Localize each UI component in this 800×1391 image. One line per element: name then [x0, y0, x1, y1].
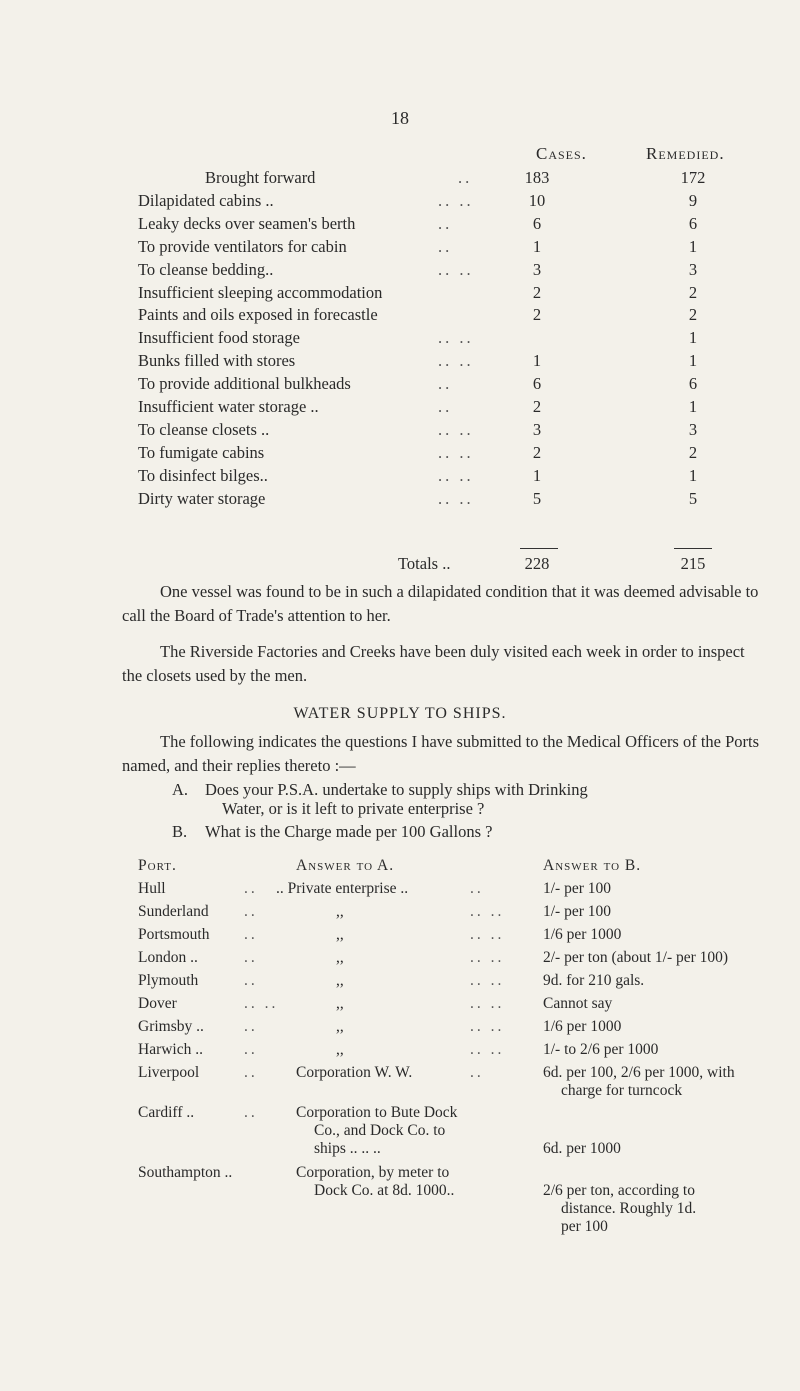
answer-a-text: Corporation to Bute Dock [296, 1104, 458, 1121]
cases-value: 10 [528, 191, 546, 210]
cases-total-rule [520, 548, 558, 549]
port-name: Plymouth [138, 972, 199, 989]
answer-b-text: 1/- per 100 [543, 880, 612, 897]
leader-dots: .. [438, 397, 453, 416]
port-dots: .. [244, 972, 258, 989]
answer-b-text: 6d. per 100, 2/6 per 1000, with [543, 1064, 735, 1081]
page-number: 18 [391, 108, 409, 128]
defect-label: Insufficient sleeping accommodation [138, 283, 383, 302]
answer-a-dots: .. .. [470, 1041, 505, 1058]
intro-paragraph: The following indicates the questions I have submitted to the Medical Officers of the Ports named, and their replies thereto :— [122, 732, 760, 775]
answer-b-text: 2/- per ton (about 1/- per 100) [543, 949, 729, 966]
remedied-value: 3 [688, 260, 698, 279]
answer-a-text: .. Private enterprise .. [276, 880, 409, 897]
answer-b-text: distance. Roughly 1d. [561, 1200, 697, 1217]
answer-a-text: Corporation W. W. [296, 1064, 413, 1081]
answer-b-header: Answer to B. [543, 857, 642, 874]
port-name: Portsmouth [138, 926, 210, 943]
leader-dots: .. .. [438, 420, 474, 439]
answer-a-dots: .. .. [470, 1018, 505, 1035]
remedied-value: 1 [688, 237, 698, 256]
answer-a-text: Co., and Dock Co. to [314, 1122, 446, 1139]
cases-value: 5 [532, 489, 542, 508]
defect-label: Insufficient water storage .. [138, 397, 319, 416]
cases-value: 2 [532, 397, 542, 416]
answer-a-text: ,, [336, 1041, 344, 1058]
answer-a-dots: .. .. [470, 926, 505, 943]
port-header: Port. [138, 857, 177, 874]
port-name: Cardiff .. [138, 1104, 195, 1121]
cases-value: 183 [524, 168, 550, 187]
defect-label: To disinfect bilges.. [138, 466, 268, 485]
answer-a-text: ,, [336, 972, 344, 989]
cases-header: Cases. [536, 144, 587, 163]
port-name: London .. [138, 949, 198, 966]
question-b-line1: What is the Charge made per 100 Gallons ? [205, 822, 493, 841]
answer-b-text: 1/- per 100 [543, 903, 612, 920]
question-a-line1: Does your P.S.A. undertake to supply ships with Drinking [205, 780, 588, 799]
answer-a-dots: .. [470, 1064, 484, 1081]
answer-b-text: 9d. for 210 gals. [543, 972, 645, 989]
port-name: Hull [138, 880, 166, 897]
answer-b-text: charge for turncock [561, 1082, 683, 1099]
cases-value: 6 [532, 374, 542, 393]
cases-value: 2 [532, 283, 542, 302]
answer-a-dots: .. .. [470, 995, 505, 1012]
answer-a-dots: .. .. [470, 949, 505, 966]
cases-value: 3 [532, 260, 542, 279]
port-dots: .. [244, 1104, 258, 1121]
port-name: Sunderland [138, 903, 209, 920]
totals-label: Totals .. [398, 554, 451, 573]
defect-label: To cleanse bedding.. [138, 260, 274, 279]
remedied-value: 1 [688, 351, 698, 370]
answer-a-text: ,, [336, 1018, 344, 1035]
defect-label: To cleanse closets .. [138, 420, 270, 439]
paragraph-vessel: One vessel was found to be in such a dilapidated condition that it was deemed advisable to call the Board of Trade's attention to her. [122, 582, 759, 625]
answer-a-text: Corporation, by meter to [296, 1164, 450, 1181]
port-name: Harwich .. [138, 1041, 203, 1058]
remedied-value: 2 [688, 443, 698, 462]
answer-b-text: 2/6 per ton, according to [543, 1182, 695, 1199]
remedied-value: 3 [688, 420, 698, 439]
port-dots: .. [244, 1018, 258, 1035]
port-name: Grimsby .. [138, 1018, 204, 1035]
remedied-value: 2 [688, 283, 698, 302]
leader-dots: .. .. [438, 191, 474, 210]
remedied-value: 1 [688, 466, 698, 485]
defect-label: Brought forward [205, 168, 316, 187]
port-name: Liverpool [138, 1064, 200, 1081]
remedied-value: 1 [688, 328, 698, 347]
leader-dots: .. .. [438, 260, 474, 279]
question-b-letter: B. [172, 822, 188, 841]
cases-value: 2 [532, 305, 542, 324]
remedied-value: 2 [688, 305, 698, 324]
answer-a-dots: .. [470, 880, 484, 897]
remedied-value: 9 [688, 191, 698, 210]
defect-label: Dirty water storage [138, 489, 266, 508]
answer-b-text: 1/- to 2/6 per 1000 [543, 1041, 659, 1058]
cases-value: 6 [532, 214, 542, 233]
answer-a-dots: .. .. [470, 972, 505, 989]
answer-b-text: 1/6 per 1000 [543, 1018, 622, 1035]
answer-b-text: per 100 [561, 1218, 608, 1235]
cases-value: 3 [532, 420, 542, 439]
leader-dots: .. .. [438, 328, 474, 347]
leader-dots: .. .. [438, 466, 474, 485]
question-a-letter: A. [172, 780, 189, 799]
answer-a-text: ,, [336, 995, 344, 1012]
defect-label: To provide additional bulkheads [138, 374, 351, 393]
answer-a-text: ,, [336, 926, 344, 943]
port-name: Southampton .. [138, 1164, 233, 1181]
remedied-total-rule [674, 548, 712, 549]
totals-remedied: 215 [680, 554, 706, 573]
answer-a-text: ships .. .. .. [314, 1140, 381, 1157]
question-a-line2: Water, or is it left to private enterprise ? [222, 799, 485, 818]
port-dots: .. .. [244, 995, 279, 1012]
defect-label: Dilapidated cabins .. [138, 191, 274, 210]
answer-b-text: 1/6 per 1000 [543, 926, 622, 943]
remedied-value: 6 [688, 374, 698, 393]
port-dots: .. [244, 880, 258, 897]
section-title: WATER SUPPLY TO SHIPS. [293, 705, 507, 722]
cases-value: 1 [532, 466, 542, 485]
paragraph-riverside: The Riverside Factories and Creeks have been duly visited each week in order to inspect the closets used by the men. [122, 642, 745, 685]
defect-label: To fumigate cabins [138, 443, 265, 462]
leader-dots: .. [438, 237, 453, 256]
port-dots: .. [244, 949, 258, 966]
defect-label: To provide ventilators for cabin [138, 237, 347, 256]
port-name: Dover [138, 995, 177, 1012]
defect-label: Paints and oils exposed in forecastle [138, 305, 378, 324]
cases-value: 2 [532, 443, 542, 462]
port-dots: .. [244, 1041, 258, 1058]
remedied-value: 5 [688, 489, 698, 508]
defect-label: Insufficient food storage [138, 328, 300, 347]
cases-value: 1 [532, 351, 542, 370]
port-dots: .. [244, 903, 258, 920]
remedied-value: 6 [688, 214, 698, 233]
remedied-value: 1 [688, 397, 698, 416]
defect-label: Leaky decks over seamen's berth [138, 214, 356, 233]
answer-a-text: ,, [336, 903, 344, 920]
answer-b-text: 6d. per 1000 [543, 1140, 621, 1157]
leader-dots: .. [438, 214, 453, 233]
leader-dots: .. .. [438, 489, 474, 508]
leader-dots: .. [458, 168, 473, 187]
answer-b-text: Cannot say [543, 995, 613, 1012]
leader-dots: .. .. [438, 351, 474, 370]
answer-a-text: ,, [336, 949, 344, 966]
cases-value: 1 [532, 237, 542, 256]
port-dots: .. [244, 1064, 258, 1081]
answer-a-text: Dock Co. at 8d. 1000.. [314, 1182, 455, 1199]
port-dots: .. [244, 926, 258, 943]
answer-a-dots: .. .. [470, 903, 505, 920]
totals-cases: 228 [524, 554, 550, 573]
leader-dots: .. .. [438, 443, 474, 462]
leader-dots: .. [438, 374, 453, 393]
answer-a-header: Answer to A. [296, 857, 395, 874]
remedied-header: Remedied. [646, 144, 725, 163]
defect-label: Bunks filled with stores [138, 351, 296, 370]
remedied-value: 172 [680, 168, 706, 187]
